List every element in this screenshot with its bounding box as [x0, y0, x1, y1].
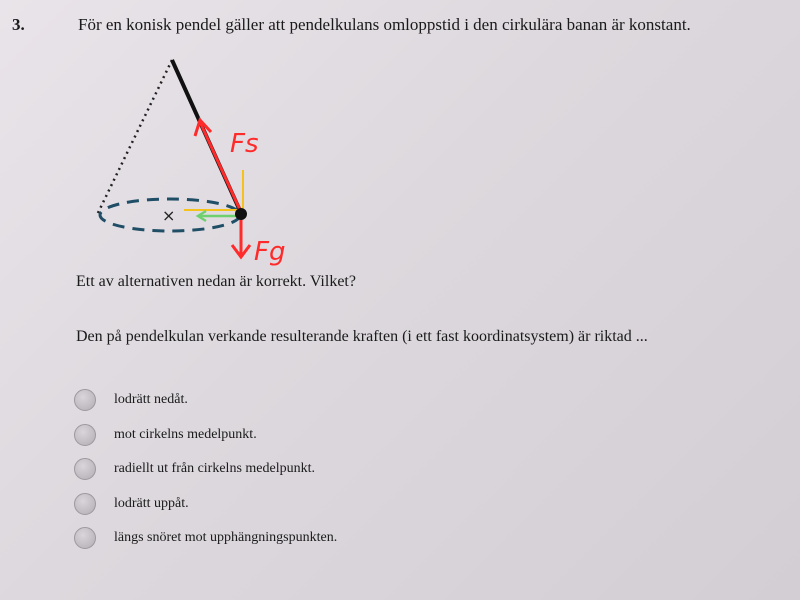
pendulum-bob	[235, 208, 247, 220]
prompt-text: Ett av alternativen nedan är korrekt. Vilket?	[76, 273, 356, 290]
radio-button[interactable]	[74, 527, 96, 549]
answer-option[interactable]	[74, 418, 337, 453]
option-label: mot cirkelns medelpunkt.	[114, 426, 257, 442]
fg-label: Fg	[254, 237, 286, 267]
pendulum-diagram	[80, 50, 320, 280]
center-mark: ×	[162, 206, 176, 225]
question-text: För en konisk pendel gäller att pendelkulans omloppstid i den cirkulära banan är konstant.	[78, 15, 691, 34]
answer-option[interactable]	[74, 452, 337, 487]
answer-option[interactable]	[74, 521, 337, 556]
question-stem: Den på pendelkulan verkande resulterande kraften (i ett fast koordinatsystem) är riktad ...	[76, 328, 648, 345]
answer-option[interactable]	[74, 383, 337, 418]
radio-button[interactable]	[74, 458, 96, 480]
conical-pendulum-figure	[80, 50, 320, 280]
radio-button[interactable]	[74, 424, 96, 446]
fs-label: Fs	[230, 129, 259, 159]
option-label: lodrätt uppåt.	[114, 495, 189, 511]
option-label: radiellt ut från cirkelns medelpunkt.	[114, 461, 315, 477]
radio-button[interactable]	[74, 389, 96, 411]
question-number: 3.	[12, 15, 25, 34]
option-label: lodrätt nedåt.	[114, 392, 188, 408]
answer-option[interactable]	[74, 487, 337, 522]
dotted-string	[97, 60, 172, 215]
option-label: längs snöret mot upphängningspunkten.	[114, 530, 338, 546]
answer-options	[74, 383, 337, 556]
radio-button[interactable]	[74, 493, 96, 515]
